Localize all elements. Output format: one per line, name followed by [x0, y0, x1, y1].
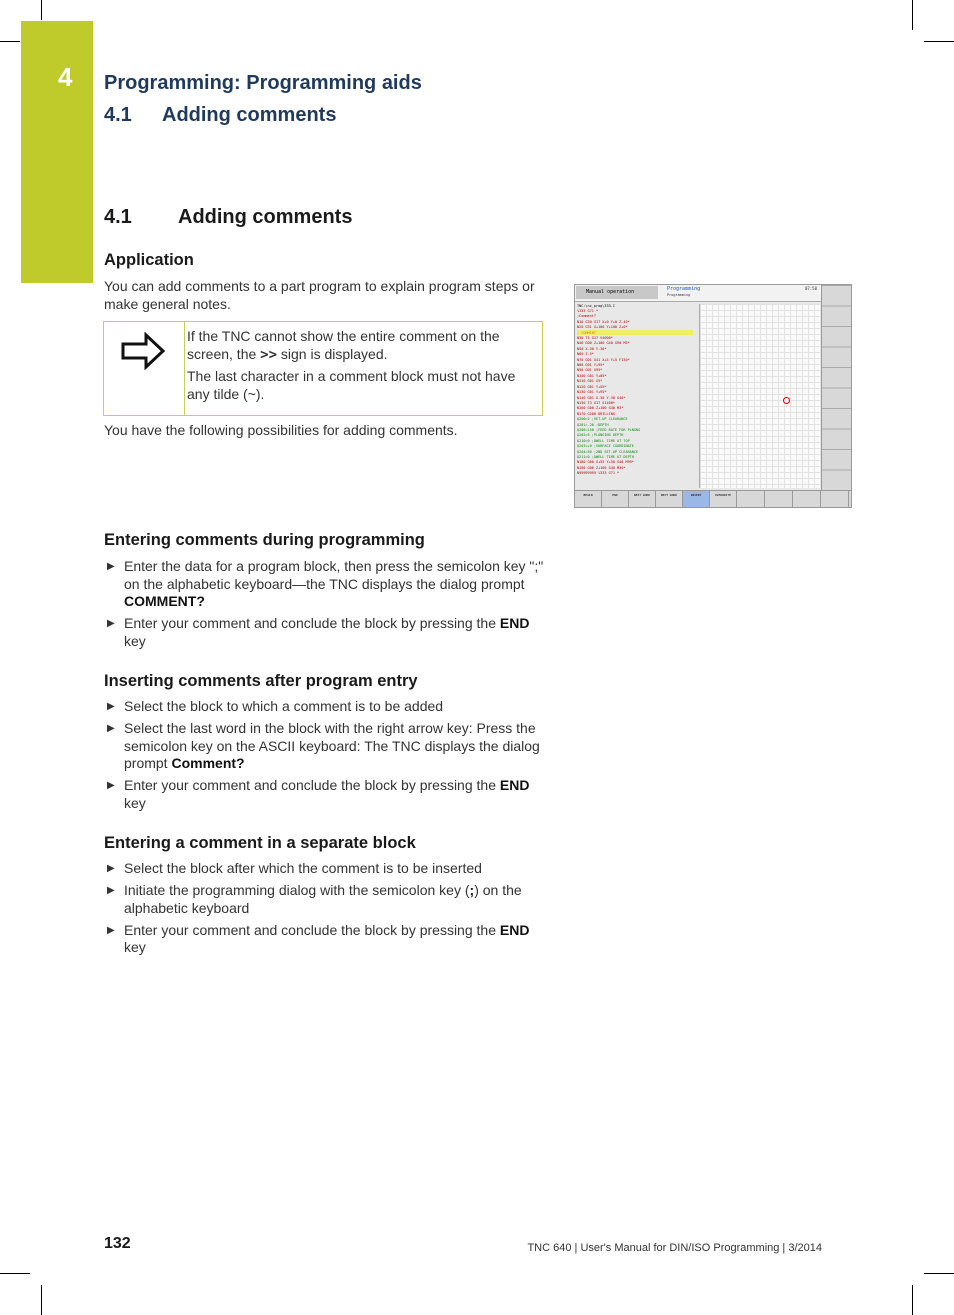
list-item [104, 922, 544, 957]
crop-mark [41, 1285, 42, 1315]
softkey[interactable]: NEXT WORD [656, 491, 683, 507]
code-line: N20 G31 X+100 Y+100 Z+0* [577, 325, 628, 330]
code-line: N40 G00 Z+100 G40 G90 M3* [577, 341, 630, 346]
list-item [104, 698, 544, 716]
bullet-arrow-icon: ▶ [107, 723, 115, 734]
after-step-3-a: Enter your comment and conclude the block by pressing the [124, 777, 500, 793]
during-steps [104, 558, 544, 655]
code-line: Q210=0 ;DWELL TIME AT TOP [577, 438, 630, 443]
code-line: N160 G00 Z+100 G40 M3* [577, 406, 624, 411]
chapter-tab [21, 21, 93, 283]
crop-mark [0, 41, 20, 42]
separate-step-2-a: Initiate the programming dialog with the semicolon key ( [124, 882, 470, 898]
during-heading: Entering comments during programming [104, 531, 425, 549]
page-number: 132 [104, 1235, 131, 1252]
separate-step-2-c: ) on the alphabetic keyboard [124, 882, 522, 916]
softkey[interactable]: END [602, 491, 629, 507]
code-line: Q200=2 ;SET-UP CLEARANCE [577, 417, 628, 422]
separate-heading: Entering a comment in a separate block [104, 834, 416, 852]
code-line: N120 G01 Y+55* [577, 384, 607, 389]
during-step-2-b: END [499, 615, 530, 631]
code-line: Q202=5 ;PLUNGING DEPTH [577, 433, 624, 438]
list-item [104, 558, 544, 611]
softkey-row [575, 490, 851, 508]
code-line: N170 G200 DRILLING [577, 411, 615, 416]
code-line: N100 G01 Y+05* [577, 373, 607, 378]
code-line: N190 G00 Z+100 G40 M30* [577, 465, 626, 470]
chapter-number: 4 [58, 62, 73, 92]
screen-top-bar [575, 285, 821, 302]
softkey-empty[interactable] [793, 491, 821, 507]
mode-right-sub: Programming [667, 293, 691, 297]
crop-mark [912, 1285, 913, 1315]
softkey-empty[interactable] [765, 491, 793, 507]
softkey[interactable]: NEXT WORD [629, 491, 656, 507]
bullet-arrow-icon: ▶ [107, 885, 115, 896]
application-intro: You can add comments to a part program to explain program steps or make general notes. [104, 278, 535, 312]
list-item [104, 860, 544, 878]
crop-mark [912, 0, 913, 30]
after-heading: Inserting comments after program entry [104, 672, 418, 690]
arrow-right-icon [120, 332, 166, 370]
during-step-1-a: Enter the data for a program block, then press the semicolon key ";" on the alphabetic keyboard—the TNC displays the dialog prompt [124, 558, 544, 592]
note-box [103, 321, 543, 416]
code-line: N60 Z-5* [577, 352, 594, 357]
bullet-arrow-icon: ▶ [107, 701, 115, 712]
bullet-arrow-icon: ▶ [107, 561, 115, 572]
mode-left: Manual operation [576, 286, 658, 299]
graphic-area [699, 304, 820, 488]
crop-mark [924, 1273, 954, 1274]
section-title: Adding comments [178, 206, 353, 228]
bullet-arrow-icon: ▶ [107, 780, 115, 791]
separate-step-3-a: Enter your comment and conclude the block by pressing the [124, 921, 500, 938]
note-line-2: The last character in a comment block must not have any tilde (~). [187, 368, 516, 402]
possibilities-text: You have the following possibilities for adding comments. [104, 422, 458, 438]
softkey[interactable]: BEGIN [575, 491, 602, 507]
running-header-chapter: Programming: Programming aids [104, 72, 422, 94]
separate-step-1: Select the block after which the comment is to be inserted [124, 860, 482, 876]
code-line: N150 T3 G17 S1400* [577, 400, 615, 405]
bullet-arrow-icon: ▶ [107, 618, 115, 629]
after-step-3-c: key [124, 794, 146, 811]
highlight-bar [577, 330, 693, 335]
after-step-2-b: Comment? [171, 755, 245, 771]
code-line: N90 G01 X95* [577, 368, 603, 373]
code-line: N50 X-30 Y-30* [577, 346, 607, 351]
running-header-section [104, 104, 336, 127]
list-item [104, 882, 544, 917]
separate-step-3-b: END [499, 921, 530, 938]
code-line: Q203=+0 ;SURFACE COORDINATE [577, 444, 634, 449]
separate-steps [104, 860, 544, 961]
code-line: ;Comment? [577, 314, 596, 319]
separate-step-3-c: key [124, 939, 146, 955]
crop-mark [924, 41, 954, 42]
note-line-1-a: If the TNC cannot show the entire comment on the screen, the [187, 328, 500, 362]
code-line: N10 G30 G17 X+0 Y+0 Z-40* [577, 319, 630, 324]
code-line: Q201=-20 ;DEPTH [577, 422, 609, 427]
section-number: 4.1 [104, 206, 132, 228]
code-line: Q204=50 ;2ND SET-UP CLEARANCE [577, 449, 639, 454]
note-icon-cell [104, 322, 185, 415]
tnc-screenshot [574, 284, 852, 508]
during-step-2-a: Enter your comment and conclude the block by pressing the [124, 615, 500, 631]
note-line-1-code: >> [260, 346, 278, 363]
bullet-arrow-icon: ▶ [107, 924, 115, 936]
section-heading [104, 206, 352, 229]
after-step-3-b: END [499, 777, 530, 793]
note-text [187, 328, 537, 407]
list-item [104, 720, 544, 773]
code-line: Q211=0 ;DWELL TIME AT DEPTH [577, 454, 634, 459]
running-header-section-title: Adding comments [162, 104, 337, 126]
after-step-1: Select the block to which a comment is to be added [124, 698, 444, 714]
softkey[interactable]: INSERT [683, 491, 710, 507]
code-line: %333 G71 * [577, 309, 599, 313]
code-line: N140 G01 X-30 Y-30 G40* [577, 395, 626, 400]
after-step-2-a: Select the last word in the block with the right arrow key: Press the semicolon key on the ASCII keyboard: The TNC displays the dialog prompt [124, 720, 540, 771]
code-line: N130 G01 Y+95* [577, 390, 607, 395]
code-line: Q206=150 ;FEED RATE FOR PLNGNG [577, 427, 641, 432]
running-header-section-number: 4.1 [104, 104, 132, 126]
code-line: N110 G01 X5* [577, 379, 603, 384]
mode-right: Programming [667, 286, 701, 292]
softkey-empty[interactable] [737, 491, 765, 507]
during-step-1-b: COMMENT? [124, 593, 205, 609]
separate-step-2-b: ; [469, 882, 475, 898]
tool-marker [783, 397, 790, 404]
softkey-empty[interactable] [821, 491, 849, 507]
list-item [104, 777, 544, 812]
program-path: TNC:\nc_prog\333.I [577, 304, 615, 308]
crop-mark [0, 1273, 30, 1274]
code-line: N30 T5 G17 S4000* [577, 336, 613, 341]
bullet-arrow-icon: ▶ [107, 863, 115, 874]
code-line: N70 G01 G41 X+5 Y+5 F150* [577, 357, 630, 362]
code-line: N180 G00 X+55 Y+50 G40 M99* [577, 460, 634, 465]
during-step-2-c: key [124, 632, 146, 649]
note-line-1-b: sign is displayed. [277, 345, 388, 362]
note-line-1 [187, 328, 537, 364]
after-steps [104, 698, 544, 817]
crop-mark [41, 0, 42, 20]
application-heading: Application [104, 251, 194, 269]
softkey-column [821, 285, 852, 490]
list-item [104, 615, 544, 650]
code-line: N99999999 %333 G71 * [577, 471, 620, 476]
footer-reference: TNC 640 | User's Manual for DIN/ISO Programming | 3/2014 [527, 1242, 822, 1254]
clock: 07:50 [804, 286, 817, 291]
softkey[interactable]: OVERWRITE [710, 491, 737, 507]
code-line: N80 G01 Y+95* [577, 363, 605, 368]
